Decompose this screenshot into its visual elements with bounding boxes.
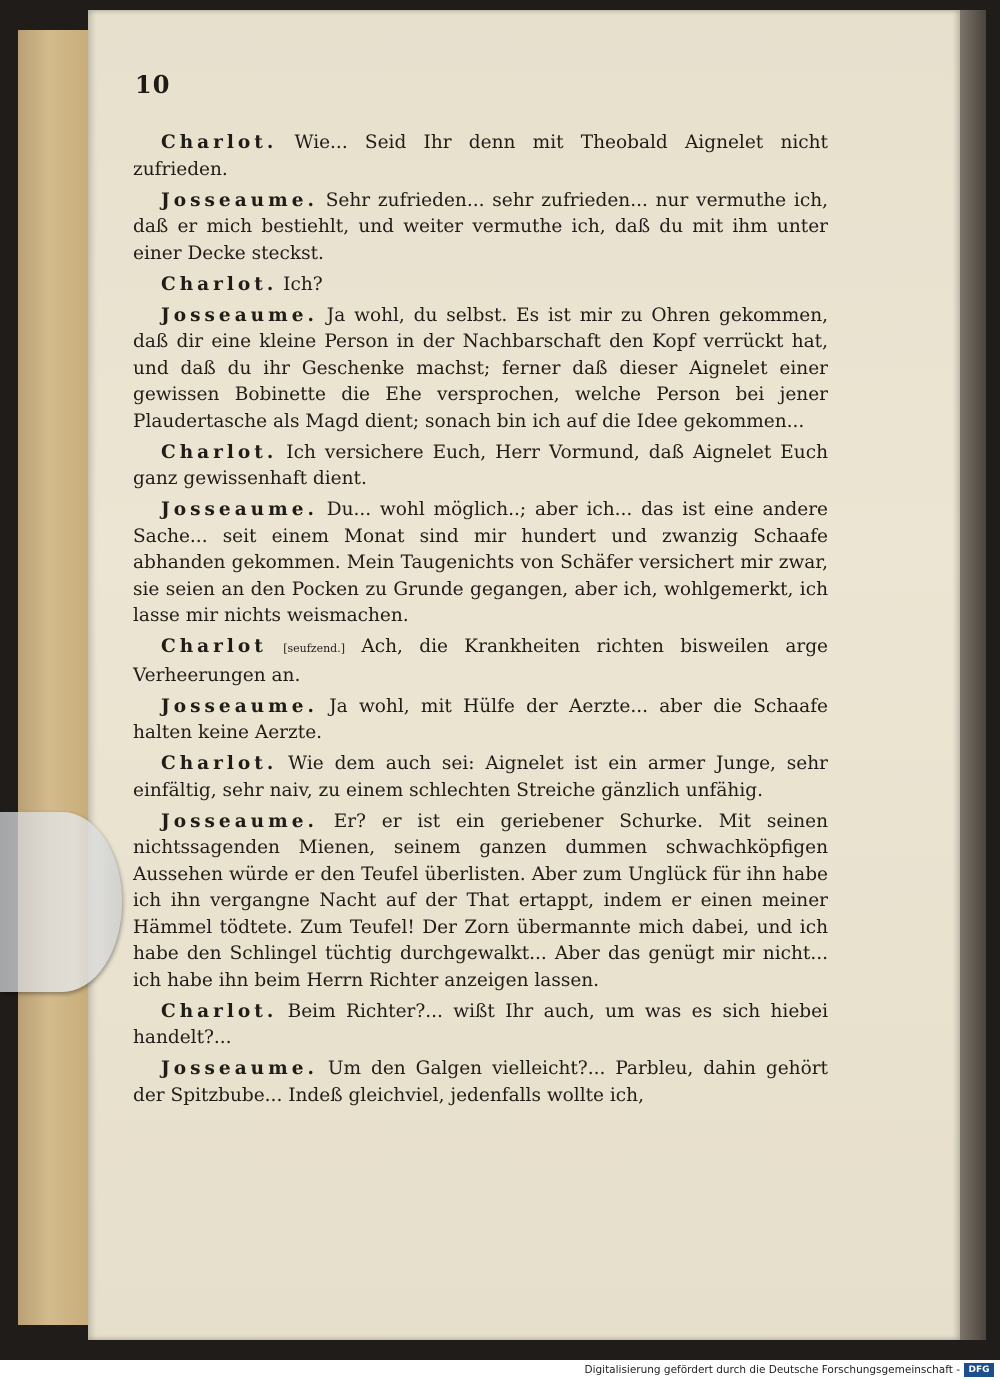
speaker-name: Josseaume. xyxy=(161,189,318,211)
line-text: Er? er ist ein geriebener Schurke. Mit seinen nichtssagenden Mienen, seinem ganzen dummen schwachköpfigen Aussehen würde er den Teufel überlisten. Aber zum Unglück für ihn habe ich ihn vergangne Nacht auf der That ertappt, indem er einen meiner Hämmel tödtete. Zum Teufel! Der Zorn übermannte mich dabei, und ich habe den Schlingel tüchtig durchgewalkt... Aber das genügt mir nicht... ich habe ihn beim Herrn Richter anzeigen lassen. xyxy=(133,810,828,991)
dialogue-line xyxy=(133,303,828,436)
dialogue-line xyxy=(133,751,828,804)
dialogue-line xyxy=(133,188,828,268)
speaker-name: Charlot xyxy=(161,636,267,657)
dialogue-line xyxy=(133,130,828,183)
line-text: Du... wohl möglich..; aber ich... das ist eine andere Sache... seit einem Monat sind mir hundert und zwanzig Schaafe abhanden gekommen. Mein Taugenichts von Schäfer versichert mir zwar, sie seien an den Pocken zu Grunde gegangen, aber ich, wohlgemerkt, ich lasse mir nichts weismachen. xyxy=(133,499,828,626)
dialogue-line xyxy=(133,272,828,299)
speaker-name: Charlot. xyxy=(161,273,278,295)
line-text: Wie... Seid Ihr denn mit Theobald Aignelet nicht zufrieden. xyxy=(133,132,828,180)
dialogue-line xyxy=(133,809,828,995)
page-clip xyxy=(0,812,122,992)
speaker-name: Josseaume. xyxy=(161,499,318,520)
dialogue-line xyxy=(133,694,828,747)
speaker-name: Charlot. xyxy=(161,1000,278,1022)
line-text: Wie dem auch sei: Aignelet ist ein armer Junge, sehr einfältig, sehr naiv, zu einem schlechten Streiche gänzlich unfähig. xyxy=(133,753,828,801)
stage-direction: [seufzend.] xyxy=(283,642,346,655)
dialogue-line xyxy=(133,1056,828,1109)
line-text: Um den Galgen vielleicht?... Parbleu, dahin gehört der Spitzbube... Indeß gleichviel, jedenfalls wollte ich, xyxy=(133,1058,828,1106)
dialogue-line xyxy=(133,497,828,630)
page-number: 10 xyxy=(135,70,171,99)
speaker-name: Charlot. xyxy=(161,132,278,153)
line-text: Ich versichere Euch, Herr Vormund, daß Aignelet Euch ganz gewissenhaft dient. xyxy=(133,441,828,489)
line-text: Ach, die Krankheiten richten bisweilen arge Verheerungen an. xyxy=(133,636,828,686)
speaker-name: Charlot. xyxy=(161,441,278,463)
speaker-name: Charlot. xyxy=(161,753,278,774)
speaker-name: Josseaume. xyxy=(161,1058,318,1079)
page-text xyxy=(133,130,828,1114)
line-text: Beim Richter?... wißt Ihr auch, um was es sich hiebei handelt?... xyxy=(133,1000,828,1048)
line-text: Ich? xyxy=(283,273,323,295)
dialogue-line xyxy=(133,634,828,689)
speaker-name: Josseaume. xyxy=(161,304,318,326)
footer-bar xyxy=(0,1360,1000,1380)
dialogue-line xyxy=(133,999,828,1052)
page-gutter-right xyxy=(960,10,986,1340)
dialogue-line xyxy=(133,440,828,493)
dfg-logo: DFG xyxy=(964,1363,994,1377)
line-text: Sehr zufrieden... sehr zufrieden... nur vermuthe ich, daß er mich bestiehlt, und weiter vermuthe ich, daß du mit ihm unter einer Decke steckst. xyxy=(133,189,828,264)
speaker-name: Josseaume. xyxy=(161,810,318,832)
book-cover-edge xyxy=(18,30,88,1325)
line-text: Ja wohl, du selbst. Es ist mir zu Ohren gekommen, daß dir eine kleine Person in der Nachbarschaft den Kopf verrückt hat, und daß du ihr Geschenke machst; ferner daß dieser Aignelet einer gewissen Bobinette die Ehe versprochen, welche Person bei jener Plaudertasche als Magd dient; sonach bin ich auf die Idee gekommen... xyxy=(133,304,829,432)
line-text: Ja wohl, mit Hülfe der Aerzte... aber die Schaafe halten keine Aerzte. xyxy=(133,695,829,743)
speaker-name: Josseaume. xyxy=(161,695,318,717)
footer-credit: Digitalisierung gefördert durch die Deutsche Forschungsgemeinschaft - xyxy=(584,1364,960,1376)
